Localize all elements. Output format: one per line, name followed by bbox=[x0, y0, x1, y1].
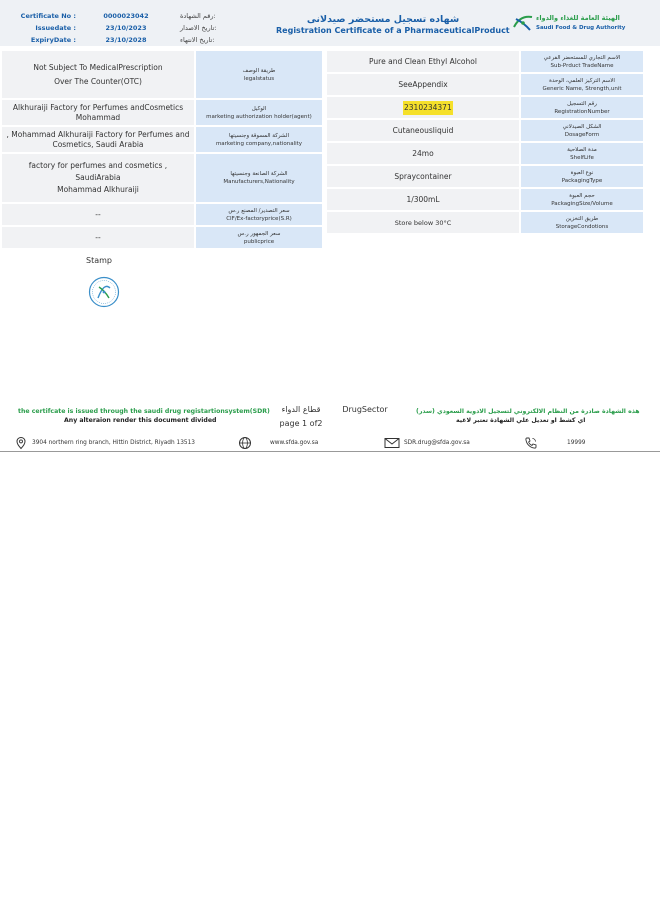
agent-label: الوكيل marketing authorization holder(agent) bbox=[196, 100, 322, 125]
meta-labels-ar bbox=[180, 10, 240, 46]
generic-name-label: الاسم التركيز العلمي، الوحدة Generic Name, Strength,unit bbox=[521, 74, 643, 95]
packaging-size-label: حجم العبوة PackagingSize/Volume bbox=[521, 189, 643, 210]
authority-name: Saudi Food & Drug Authority bbox=[536, 25, 626, 31]
trade-name-value: Pure and Clean Ethyl Alcohol bbox=[327, 51, 519, 72]
address: 3904 northern ring branch, Hittin District, Riyadh 13513 bbox=[32, 440, 195, 446]
sfda-logo-icon bbox=[512, 13, 534, 33]
phone-icon bbox=[524, 436, 538, 450]
manufacturer-value: factory for perfumes and cosmetics , SaudiArabia Mohammad Alkhuraiji bbox=[2, 154, 194, 202]
email-link[interactable]: SDR.drug@sfda.gov.sa bbox=[404, 440, 470, 446]
registration-number-label: رقم التسجيل RegistrationNumber bbox=[521, 97, 643, 118]
dosage-form-value: Cutaneousliquid bbox=[327, 120, 519, 141]
certificate-no-label: Certificate No : bbox=[20, 12, 76, 20]
registration-number-value bbox=[327, 97, 519, 118]
issued-notice: the certifcate is issued through the saudi drug registartionsystem(SDR) bbox=[18, 408, 270, 415]
manufacturer-label: الشركة الصانعة وجنسيتها Manufacturers,Nationality bbox=[196, 154, 322, 202]
page-number: page 1 of2 bbox=[279, 419, 323, 428]
drug-sector-ar: قطاع الدواء bbox=[281, 405, 321, 414]
dosage-form-label: الشكل الصيدلاني DosageForm bbox=[521, 120, 643, 141]
packaging-type-label: نوع العبوة PackagingType bbox=[521, 166, 643, 187]
alteration-notice: Any alteraion render this document divided bbox=[64, 417, 217, 424]
expiry-date: 23/10/2028 bbox=[105, 36, 147, 44]
certificate-no-label-ar: رقم الشهادة: bbox=[180, 12, 216, 20]
mail-icon bbox=[384, 436, 400, 450]
generic-name-value: SeeAppendix bbox=[327, 74, 519, 95]
phone-number: 19999 bbox=[567, 440, 586, 446]
certificate-no: 0000023042 bbox=[103, 12, 149, 20]
storage-conditions-label: طريق التخزين StorageCondotions bbox=[521, 212, 643, 233]
legal-status-label: طريقة الوصف legalstatus bbox=[196, 51, 322, 98]
issue-date: 23/10/2023 bbox=[105, 24, 147, 32]
shelf-life-label: مدة الصلاحية ShelfLife bbox=[521, 143, 643, 164]
trade-name-label: الاسم التجاري للمستحضر الفرعي Sub-Prduct TradeName bbox=[521, 51, 643, 72]
public-price-label: سعر الجمهور ر.س publicprice bbox=[196, 227, 322, 248]
footer-divider bbox=[0, 451, 660, 452]
certificate-title-ar: شهاده تسجيل مستحضر صيدلانى bbox=[306, 14, 460, 25]
certificate-title: Registration Certificate of a PharmaceuticalProduct bbox=[276, 26, 510, 35]
website-link[interactable]: www.sfda.gov.sa bbox=[270, 440, 319, 446]
authority-name-ar: الهيئة العامة للغذاء والدواء bbox=[536, 14, 620, 22]
legal-status-value: Not Subject To MedicalPrescription Over The Counter(OTC) bbox=[2, 51, 194, 98]
issued-notice-ar: هذه الشهادة صادرة من النظام الالكتروني لتسجيل الادوية السعودي (سدر) bbox=[416, 408, 640, 415]
shelf-life-value: 24mo bbox=[327, 143, 519, 164]
registration-number-highlight: 2310234371 bbox=[403, 101, 453, 115]
meta-values bbox=[96, 10, 156, 46]
stamp-label: Stamp bbox=[86, 256, 112, 265]
packaging-size-value: 1/300mL bbox=[327, 189, 519, 210]
storage-conditions-value: Store below 30°C bbox=[327, 212, 519, 233]
drug-sector: DrugSector bbox=[342, 405, 388, 414]
ex-factory-price-value: -- bbox=[2, 204, 194, 225]
meta-labels bbox=[16, 10, 76, 46]
contact-bar bbox=[0, 436, 660, 452]
globe-icon bbox=[238, 436, 252, 450]
ex-factory-price-label: سعر التصدير/ المصنع ر.س CIF/Ex-factoryprice(S.R) bbox=[196, 204, 322, 225]
alteration-notice-ar: اي كشط او تعديل علي الشهادة تعتبر لاغية bbox=[456, 417, 586, 424]
packaging-type-value: Spraycontainer bbox=[327, 166, 519, 187]
public-price-value: -- bbox=[2, 227, 194, 248]
sfda-stamp-icon bbox=[88, 276, 120, 308]
agent-value: Alkhuraiji Factory for Perfumes andCosmetics Mohammad bbox=[2, 100, 194, 125]
marketing-company-label: الشركة المسوقة وجنسيتها marketing company,nationality bbox=[196, 127, 322, 152]
marketing-company-value: , Mohammad Alkhuraiji Factory for Perfumes and Cosmetics, Saudi Arabia bbox=[2, 127, 194, 152]
expiry-date-label: ExpiryDate : bbox=[30, 36, 76, 44]
expiry-date-label-ar: تاريخ الانتهاء: bbox=[180, 36, 215, 44]
issue-date-label: Issuedate : bbox=[35, 24, 76, 32]
issue-date-label-ar: تاريخ الاصدار: bbox=[180, 24, 217, 32]
location-pin-icon bbox=[14, 436, 28, 450]
